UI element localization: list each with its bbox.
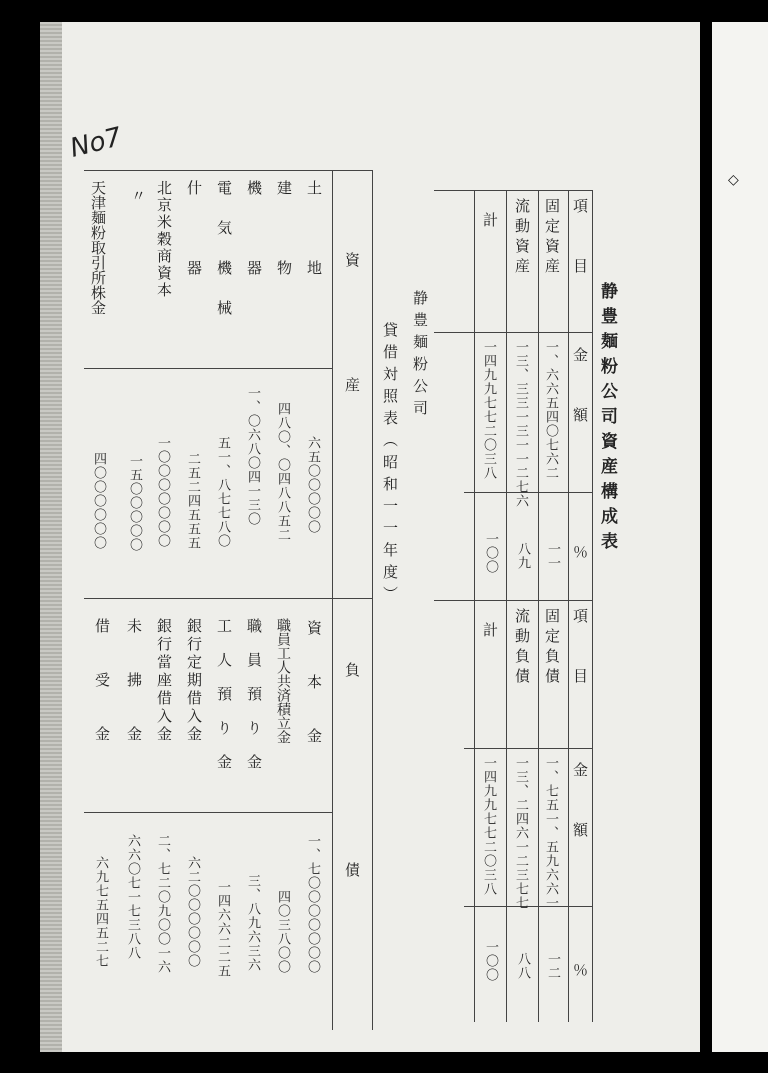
balance-sheet-title: 貸借対照表（昭和一一年度） [381, 322, 399, 608]
liability-item: 銀行當座借入金 [155, 618, 173, 744]
row-item: 計 [481, 622, 499, 642]
col-line-1 [506, 190, 507, 1022]
asset-item: 北京米穀商資本 [155, 180, 173, 299]
company-name: 静豊麺粉公司 [411, 290, 429, 422]
row-item: 固定資産 [543, 198, 561, 278]
row-amount: 一四九九七七二〇三八 [481, 340, 496, 480]
asset-amount: 一、〇六八〇四一三〇 [245, 386, 260, 526]
row-amount: 一三、三三一三一一二七六 [513, 340, 528, 508]
bs-header-line [332, 170, 333, 1030]
asset-amount: 六五〇〇〇〇〇 [305, 436, 320, 534]
asset-amount: 五一、八七七八〇 [215, 436, 230, 548]
liabilities-header: 負 債 [343, 662, 361, 887]
liability-item: 未 拂 金 [125, 618, 143, 744]
asset-amount: 一五〇〇〇〇〇 [127, 454, 142, 552]
row-pct: 一〇〇 [483, 940, 498, 982]
adjacent-page [712, 22, 768, 1052]
row-pct: 八九 [515, 542, 530, 570]
book-page [40, 22, 700, 1052]
assets-header: 資 産 [343, 252, 361, 402]
diamond-mark-icon: ◇ [728, 172, 739, 188]
col-line-2 [538, 190, 539, 1022]
row-item: 流動資産 [513, 198, 531, 278]
table-border-left [474, 190, 475, 1022]
liability-amount: 六九七五四五二七 [93, 856, 108, 968]
asset-item: 機 器 [245, 180, 263, 280]
table-border-right [592, 190, 593, 1022]
liability-amount: 一、七〇〇〇〇〇〇〇 [305, 834, 320, 974]
bs-section-divider [84, 598, 372, 599]
row-pct: 一一 [545, 542, 560, 570]
header-item: 項 目 [571, 198, 589, 278]
row-item: 計 [481, 212, 499, 232]
bs-right-border [372, 170, 373, 1030]
liability-amount: 六二〇〇〇〇〇〇 [185, 856, 200, 968]
header-pct: ％ [571, 544, 589, 564]
header-amount: 金 額 [571, 762, 589, 842]
asset-item: 〃 [129, 188, 147, 208]
liability-item: 借 受 金 [93, 618, 111, 744]
bs-item-divider [84, 368, 332, 369]
row-item: 固定負債 [543, 608, 561, 688]
liability-amount: 三、八九六三六 [245, 874, 260, 972]
asset-item: 什 器 [185, 180, 203, 280]
header-pct: ％ [571, 962, 589, 982]
header-amount: 金 額 [571, 347, 589, 427]
row-amount: 一、七五一、五九六六一 [543, 756, 558, 910]
asset-amount: 四〇〇〇〇〇〇 [91, 452, 106, 550]
header-divider-2 [464, 748, 592, 749]
asset-amount: 二五二四五五五 [185, 452, 200, 550]
row-amount: 一、六六五四〇七六二 [543, 340, 558, 480]
row-pct: 一二 [545, 952, 560, 980]
handwritten-page-number: No7 [67, 122, 125, 164]
composition-table-title: 静豊麺粉公司資産構成表 [597, 282, 617, 557]
liability-amount: 六六〇七一七三八八 [125, 834, 140, 960]
liability-item: 資 本 金 [305, 620, 323, 746]
liability-amount: 四〇三八〇〇 [275, 890, 290, 974]
row-amount: 一三、二四六一二三七七 [513, 756, 528, 910]
row-pct: 一〇〇 [483, 532, 498, 574]
asset-item: 建 物 [275, 180, 293, 280]
row-amount: 一四九九七七二〇三八 [481, 756, 496, 896]
asset-amount: 一〇〇〇〇〇〇〇 [155, 436, 170, 548]
bs-top-border [84, 170, 372, 171]
amount-divider [464, 492, 592, 493]
row-item: 流動負債 [513, 608, 531, 688]
liability-item: 職員工人共済積立金 [275, 618, 291, 744]
asset-item: 天津麺粉取引所株金 [89, 180, 107, 315]
amount-divider-2 [464, 906, 592, 907]
asset-item: 土 地 [305, 180, 323, 280]
bs-item-divider-2 [84, 812, 332, 813]
liability-amount: 二、七二〇九〇〇一六 [155, 834, 170, 974]
liability-item: 職 員 預 り 金 [245, 618, 263, 771]
asset-item: 電 気 機 械 [215, 180, 233, 320]
liability-item: 工 人 預 り 金 [215, 618, 233, 771]
col-line-3 [568, 190, 569, 1022]
row-pct: 八八 [515, 952, 530, 980]
book-spine [40, 22, 62, 1052]
liability-item: 銀行定期借入金 [185, 618, 203, 744]
liability-amount: 一四六六二二五 [215, 880, 230, 978]
asset-amount: 四八〇、〇四八八五二 [275, 402, 290, 542]
header-item: 項 目 [571, 608, 589, 688]
